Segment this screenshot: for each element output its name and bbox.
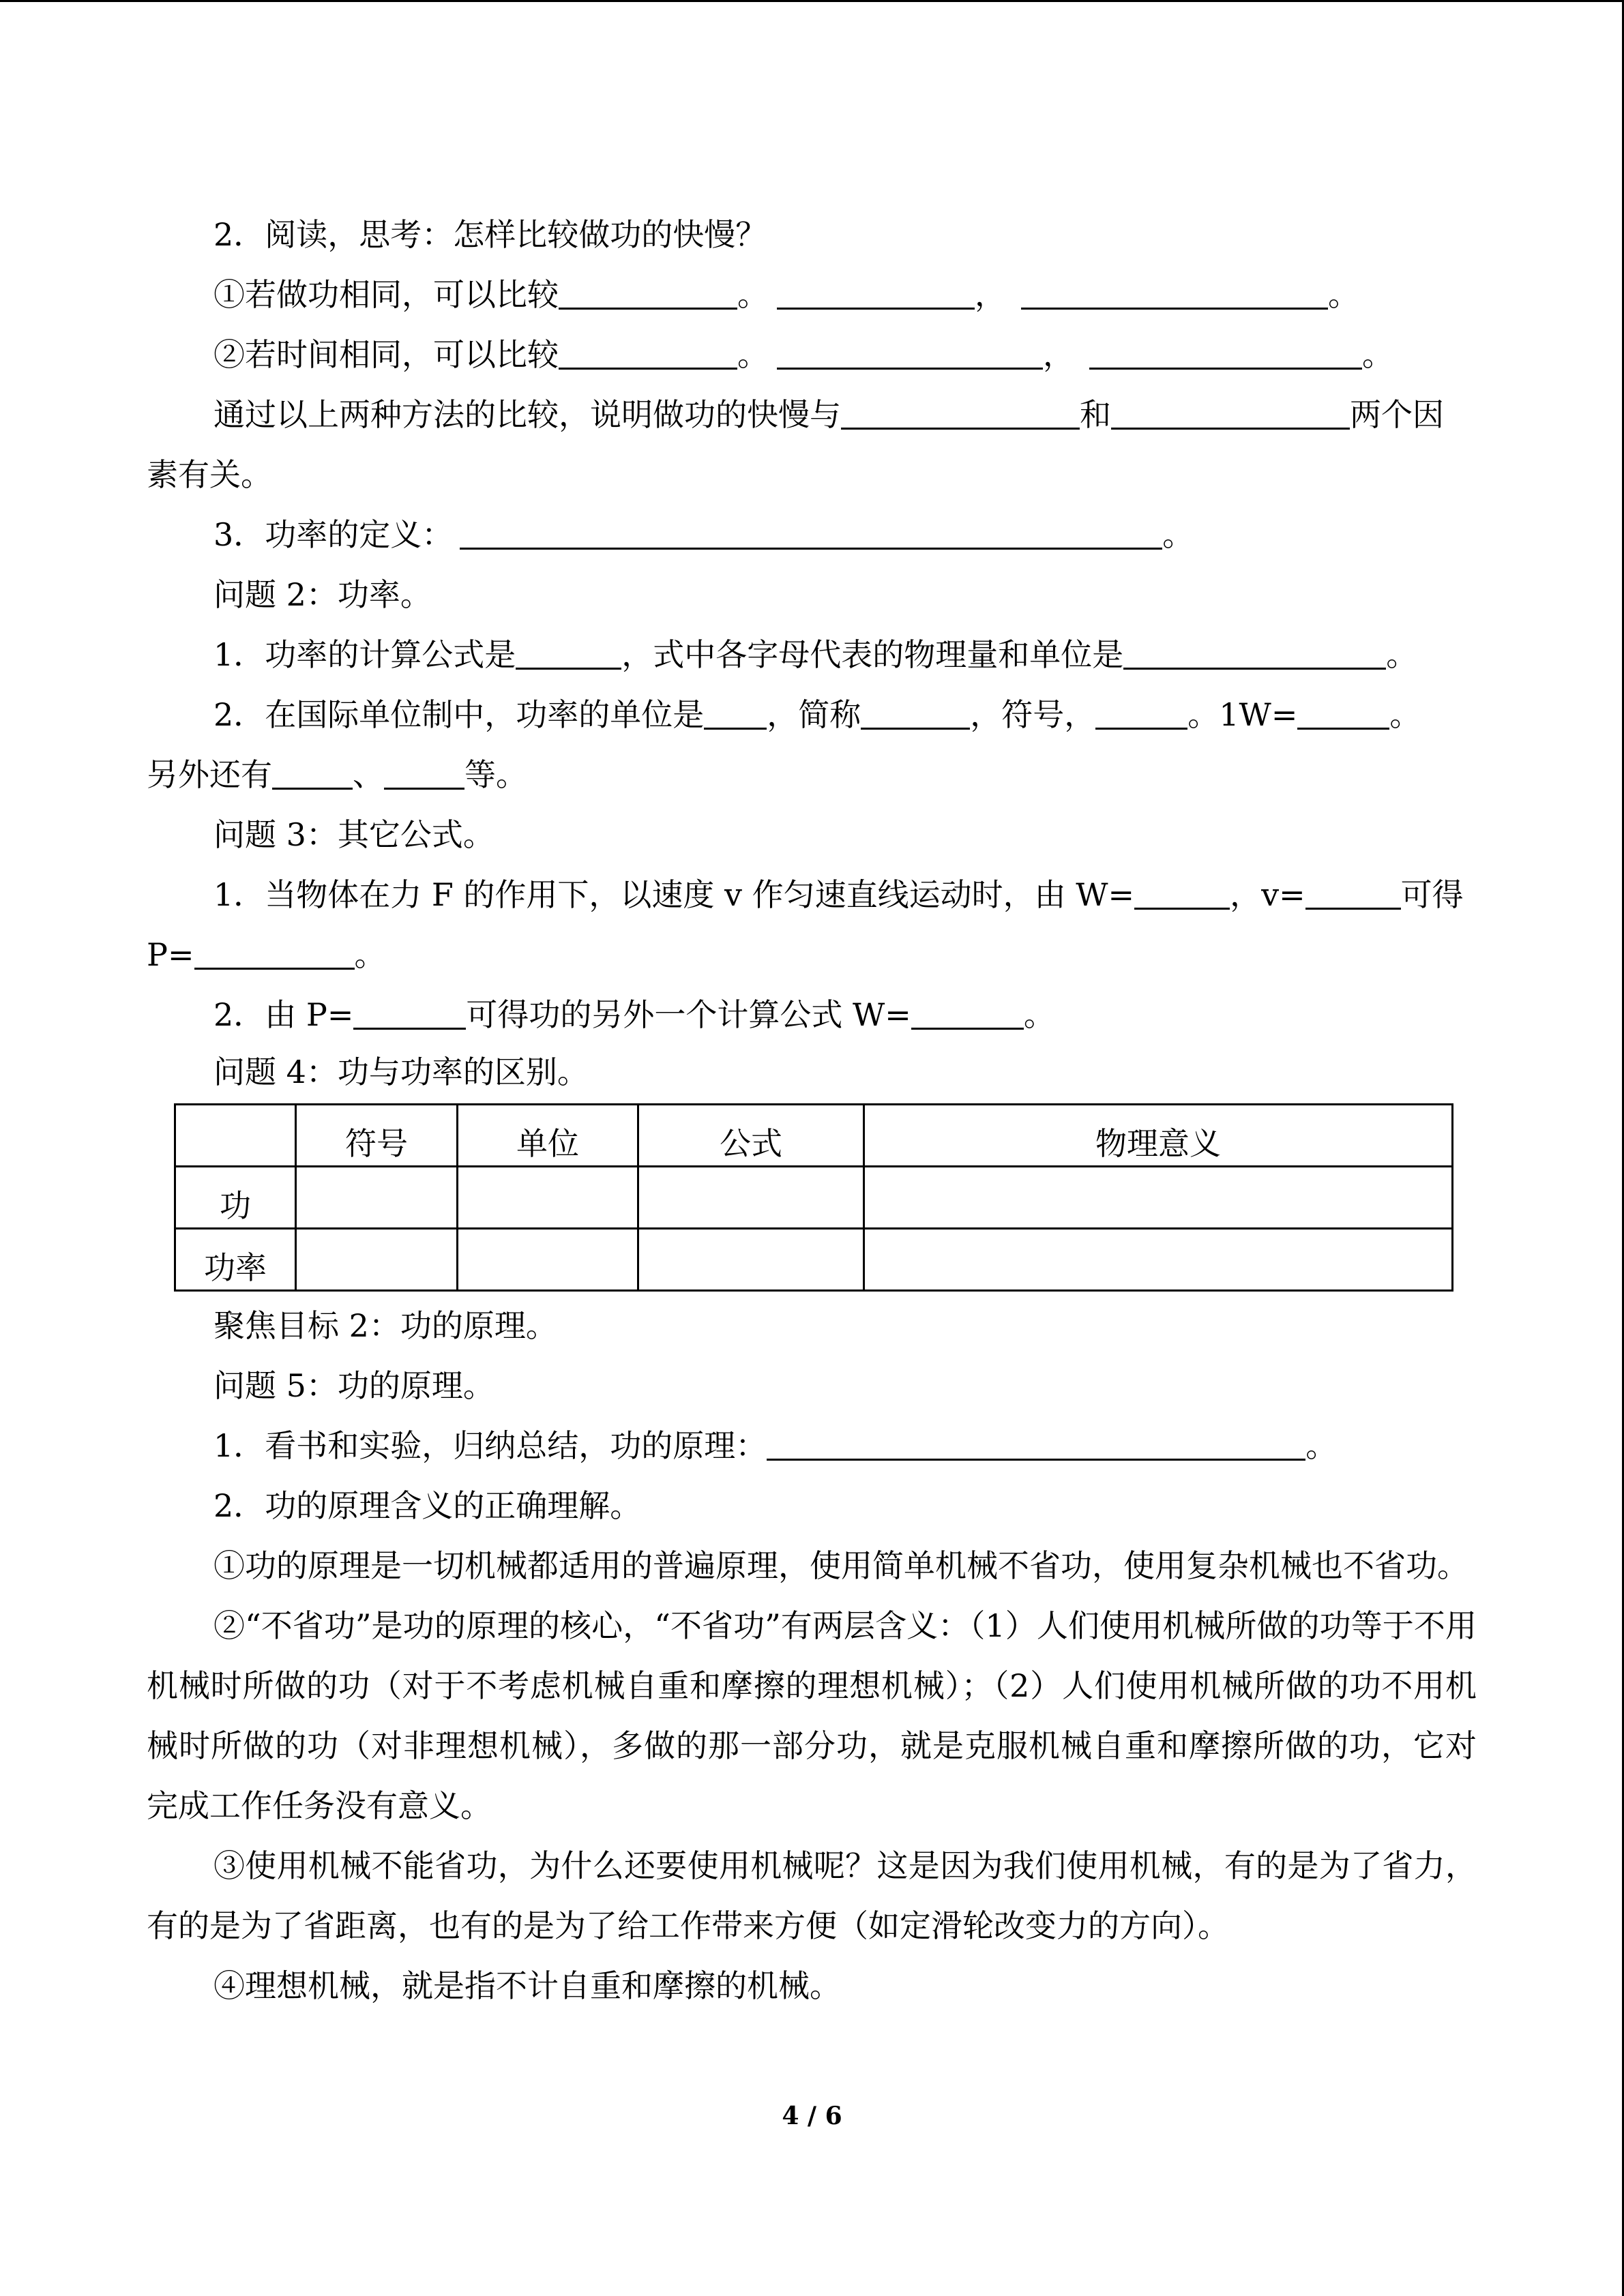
answer-blank[interactable] <box>1305 880 1401 910</box>
answer-blank[interactable] <box>861 700 970 730</box>
answer-blank[interactable] <box>777 280 975 310</box>
text: 和 <box>1080 396 1111 433</box>
power-unit-line <box>147 685 1477 745</box>
table-header-cell: 物理意义 <box>864 1105 1453 1167</box>
comparison-table <box>174 1103 1453 1292</box>
q2-heading <box>147 205 1477 265</box>
table-cell[interactable] <box>864 1229 1453 1291</box>
answer-blank[interactable] <box>704 700 767 730</box>
text: ， <box>975 276 1006 313</box>
text: ，式中各字母代表的物理量和单位是 <box>621 636 1124 673</box>
text: 、 <box>353 756 384 793</box>
problem-2-title <box>147 565 1477 625</box>
problem-4-title <box>147 1045 1477 1099</box>
answer-blank[interactable] <box>1021 280 1328 310</box>
text: ②“不省功”是功的原理的核心，“不省功”有两层含义：（1）人们使用机械所做的功等于不用机械时所做的功（对于不考虑机械自重和摩擦的理想机械）；（2）人们使用机械所做的功不用机械时所做的功（对非理想机械），多做的那一部分功，就是克服机械自重和摩擦所做的功，它对完成工作任务没有意义。 <box>147 1607 1477 1824</box>
text: ，符号， <box>970 696 1096 733</box>
answer-blank[interactable] <box>841 400 1080 430</box>
text: 可得功的另外一个计算公式 W= <box>466 996 911 1033</box>
text: 。 <box>1023 996 1055 1033</box>
text: 。 <box>737 276 769 313</box>
answer-blank[interactable] <box>1089 340 1362 370</box>
answer-blank[interactable] <box>460 520 1162 550</box>
row-label: 功 <box>175 1167 296 1229</box>
table-cell[interactable] <box>864 1167 1453 1229</box>
table-header-row <box>175 1105 1453 1167</box>
formula-w-line <box>147 985 1477 1045</box>
work-principle-line <box>147 1416 1477 1476</box>
text: 聚焦目标 2：功的原理。 <box>213 1307 557 1344</box>
text: 1．功率的计算公式是 <box>213 636 516 673</box>
table-header-cell: 符号 <box>296 1105 458 1167</box>
text: 1．看书和实验，归纳总结，功的原理： <box>213 1427 767 1464</box>
answer-blank[interactable] <box>1134 880 1230 910</box>
problem-3-title <box>147 805 1477 865</box>
text: ①若做功相同，可以比较 <box>213 276 559 313</box>
formula-fv-line <box>147 865 1477 925</box>
power-unit-line-cont <box>147 745 1477 805</box>
text: ②若时间相同，可以比较 <box>213 336 559 373</box>
line-work-same <box>147 265 1477 325</box>
page-number: 4 / 6 <box>782 2102 842 2130</box>
table-header-cell: 单位 <box>458 1105 638 1167</box>
power-formula-line <box>147 625 1477 685</box>
line-time-same <box>147 325 1477 385</box>
answer-blank[interactable] <box>1095 700 1187 730</box>
row-label: 功率 <box>175 1229 296 1291</box>
text: P= <box>147 936 194 973</box>
formula-fv-line-cont <box>147 925 1477 985</box>
text: 素有关。 <box>147 456 272 493</box>
text: ①功的原理是一切机械都适用的普遍原理，使用简单机械不省功，使用复杂机械也不省功。 <box>213 1547 1468 1584</box>
table-row <box>175 1167 1453 1229</box>
paragraph-1 <box>147 1536 1477 1596</box>
text: 通过以上两种方法的比较，说明做功的快慢与 <box>213 396 841 433</box>
answer-blank[interactable] <box>194 940 355 970</box>
text: ，v= <box>1230 876 1305 913</box>
power-definition <box>147 505 1477 565</box>
table-header-cell <box>175 1105 296 1167</box>
table-cell[interactable] <box>296 1229 458 1291</box>
text: 问题 5：功的原理。 <box>213 1367 494 1404</box>
text: ， <box>1043 336 1074 373</box>
text: ，简称 <box>767 696 861 733</box>
text: 问题 4：功与功率的区别。 <box>213 1054 589 1090</box>
text: 2．在国际单位制中，功率的单位是 <box>213 696 705 733</box>
answer-blank[interactable] <box>559 280 737 310</box>
focus-goal-2 <box>147 1296 1477 1356</box>
text: 。 <box>1389 696 1421 733</box>
table-cell[interactable] <box>296 1167 458 1229</box>
answer-blank[interactable] <box>777 340 1043 370</box>
table-cell[interactable] <box>638 1167 864 1229</box>
answer-blank[interactable] <box>1123 640 1386 670</box>
paragraph-4 <box>147 1956 1477 2016</box>
text: 等。 <box>464 756 527 793</box>
text: ④理想机械，就是指不计自重和摩擦的机械。 <box>213 1967 841 2004</box>
text: 。1W= <box>1187 696 1298 733</box>
table-cell[interactable] <box>638 1229 864 1291</box>
text: 2．功的原理含义的正确理解。 <box>213 1487 642 1524</box>
answer-blank[interactable] <box>559 340 737 370</box>
answer-blank[interactable] <box>1111 400 1350 430</box>
line-factors-cont <box>147 445 1477 505</box>
answer-blank[interactable] <box>767 1431 1305 1461</box>
answer-blank[interactable] <box>516 640 621 670</box>
top-border <box>0 0 1624 2</box>
answer-blank[interactable] <box>1297 700 1389 730</box>
answer-blank[interactable] <box>911 1000 1024 1030</box>
answer-blank[interactable] <box>272 760 353 790</box>
answer-blank[interactable] <box>384 760 464 790</box>
table-cell[interactable] <box>458 1167 638 1229</box>
text: 。 <box>1328 276 1359 313</box>
text: 2．阅读，思考：怎样比较做功的快慢？ <box>213 216 767 253</box>
problem-5-title <box>147 1356 1477 1416</box>
text: 。 <box>1362 336 1393 373</box>
text: 两个因 <box>1350 396 1444 433</box>
text: 另外还有 <box>147 756 272 793</box>
paragraph-2 <box>147 1596 1477 1836</box>
text: 2．由 P= <box>213 996 354 1033</box>
text: 。 <box>737 336 769 373</box>
text: 3．功率的定义： <box>213 516 454 553</box>
table-header-cell: 公式 <box>638 1105 864 1167</box>
text: 可得 <box>1400 876 1464 913</box>
principle-understanding <box>147 1476 1477 1536</box>
text: 。 <box>1305 1427 1338 1464</box>
text: 。 <box>354 936 386 973</box>
paragraph-3 <box>147 1836 1477 1956</box>
text: ③使用机械不能省功，为什么还要使用机械呢？这是因为我们使用机械，有的是为了省力，有的是为了省距离，也有的是为了给工作带来方便（如定滑轮改变力的方向）。 <box>147 1847 1477 1944</box>
text: 1．当物体在力 F 的作用下，以速度 v 作匀速直线运动时，由 W= <box>213 876 1135 913</box>
text: 。 <box>1386 636 1418 673</box>
text: 问题 3：其它公式。 <box>213 816 494 853</box>
text: 。 <box>1162 516 1194 553</box>
table-cell[interactable] <box>458 1229 638 1291</box>
table-row <box>175 1229 1453 1291</box>
text: 问题 2：功率。 <box>213 576 432 613</box>
line-factors <box>147 385 1477 445</box>
answer-blank[interactable] <box>353 1000 466 1030</box>
document-page <box>147 205 1477 2016</box>
